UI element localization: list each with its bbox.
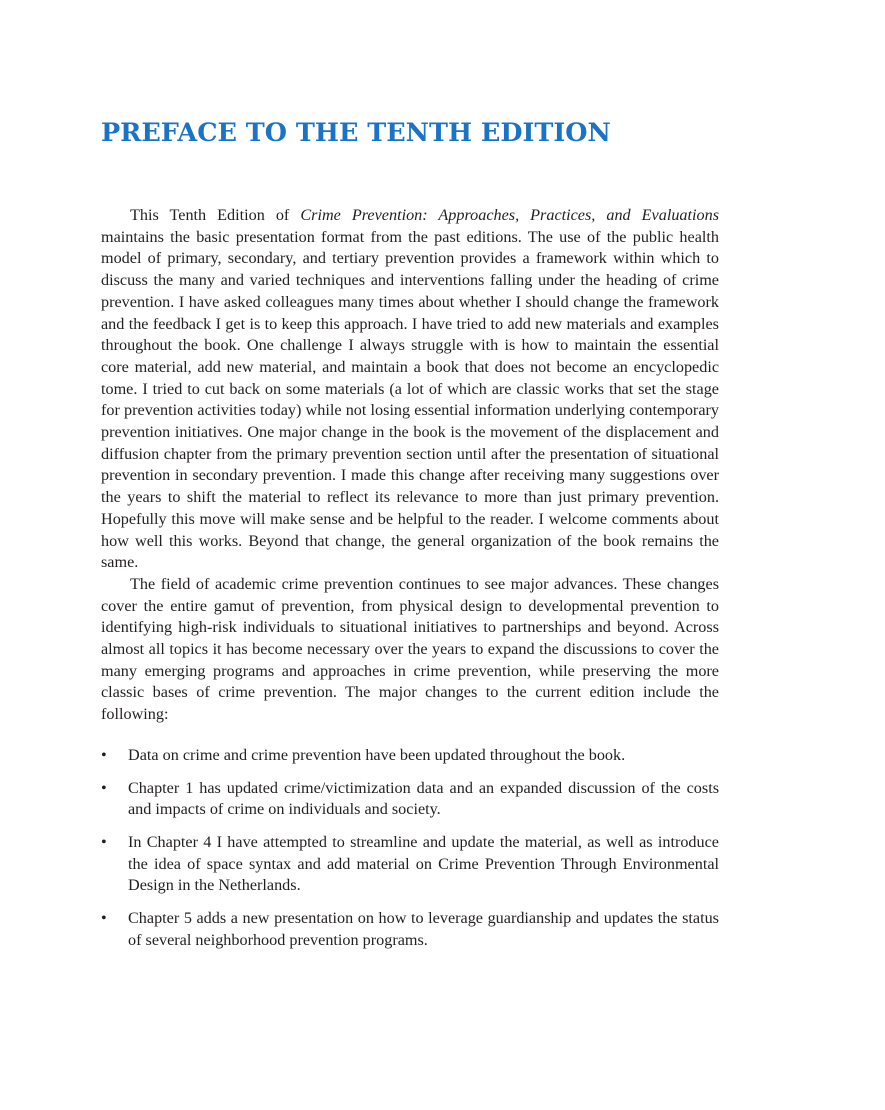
paragraph-1-lead: This Tenth Edition of [130,206,301,224]
list-item-text: Chapter 5 adds a new presentation on how to leverage guardianship and updates the status of several neighborhood prevention programs. [128,909,719,949]
paragraph-1 [101,205,719,574]
page-title: PREFACE TO THE TENTH EDITION [101,118,611,148]
bullet-marker: • [101,909,107,928]
bullet-marker: • [101,832,107,851]
list-item-text: Chapter 1 has updated crime/victimization data and an expanded discussion of the costs and impacts of crime on individuals and society. [128,778,719,819]
list-item [101,908,719,951]
preface-body [101,205,719,963]
bullet-marker: • [101,745,107,764]
list-item [101,745,719,767]
list-item-text: Data on crime and crime prevention have been updated throughout the book. [128,745,626,764]
list-item [101,832,719,897]
bullet-marker: • [101,778,107,797]
paragraph-1-rest: maintains the basic presentation format from the past editions. The use of the public health model of primary, secondary, and tertiary prevention provides a framework within which to discuss the many and varied techniques and interventions falling under the heading of crime prevention. I have asked colleagues many times about whether I should change the framework and the feedback I get is to keep this approach. I have tried to add new materials and examples throughout the book. One challenge I always struggle with is how to maintain the essential core material, add new material, and maintain a book that does not become an encyclopedic tome. I tried to cut back on some materials (a lot of which are classic works that set the stage for prevention activities today) while not losing essential information underlying contemporary prevention initiatives. One major change in the book is the movement of the displacement and diffusion chapter from the primary prevention section until after the presentation of situational prevention in secondary prevention. I made this change after receiving many suggestions over the years to shift the material to reflect its relevance to more than just primary prevention. Hopefully this move will make sense and be helpful to the reader. I welcome comments about how well this works. Beyond that change, the general organization of the book remains the same. [101,227,719,572]
book-title: Crime Prevention: Approaches, Practices, and Evaluations [300,206,719,224]
paragraph-2: The field of academic crime prevention continues to see major advances. These changes cover the entire gamut of prevention, from physical design to developmental prevention to identifying high-risk individuals to situational initiatives to partnerships and beyond. Across almost all topics it has become necessary over the years to expand the discussions to cover the many emerging programs and approaches in crime prevention, while preserving the more classic bases of crime prevention. The major changes to the current edition include the following: [101,574,719,724]
changes-list [101,745,719,952]
list-item-text: In Chapter 4 I have attempted to streamline and update the material, as well as introduce the idea of space syntax and add material on Crime Prevention Through Environmental Design in the Netherlands. [128,832,719,895]
list-item [101,778,719,821]
